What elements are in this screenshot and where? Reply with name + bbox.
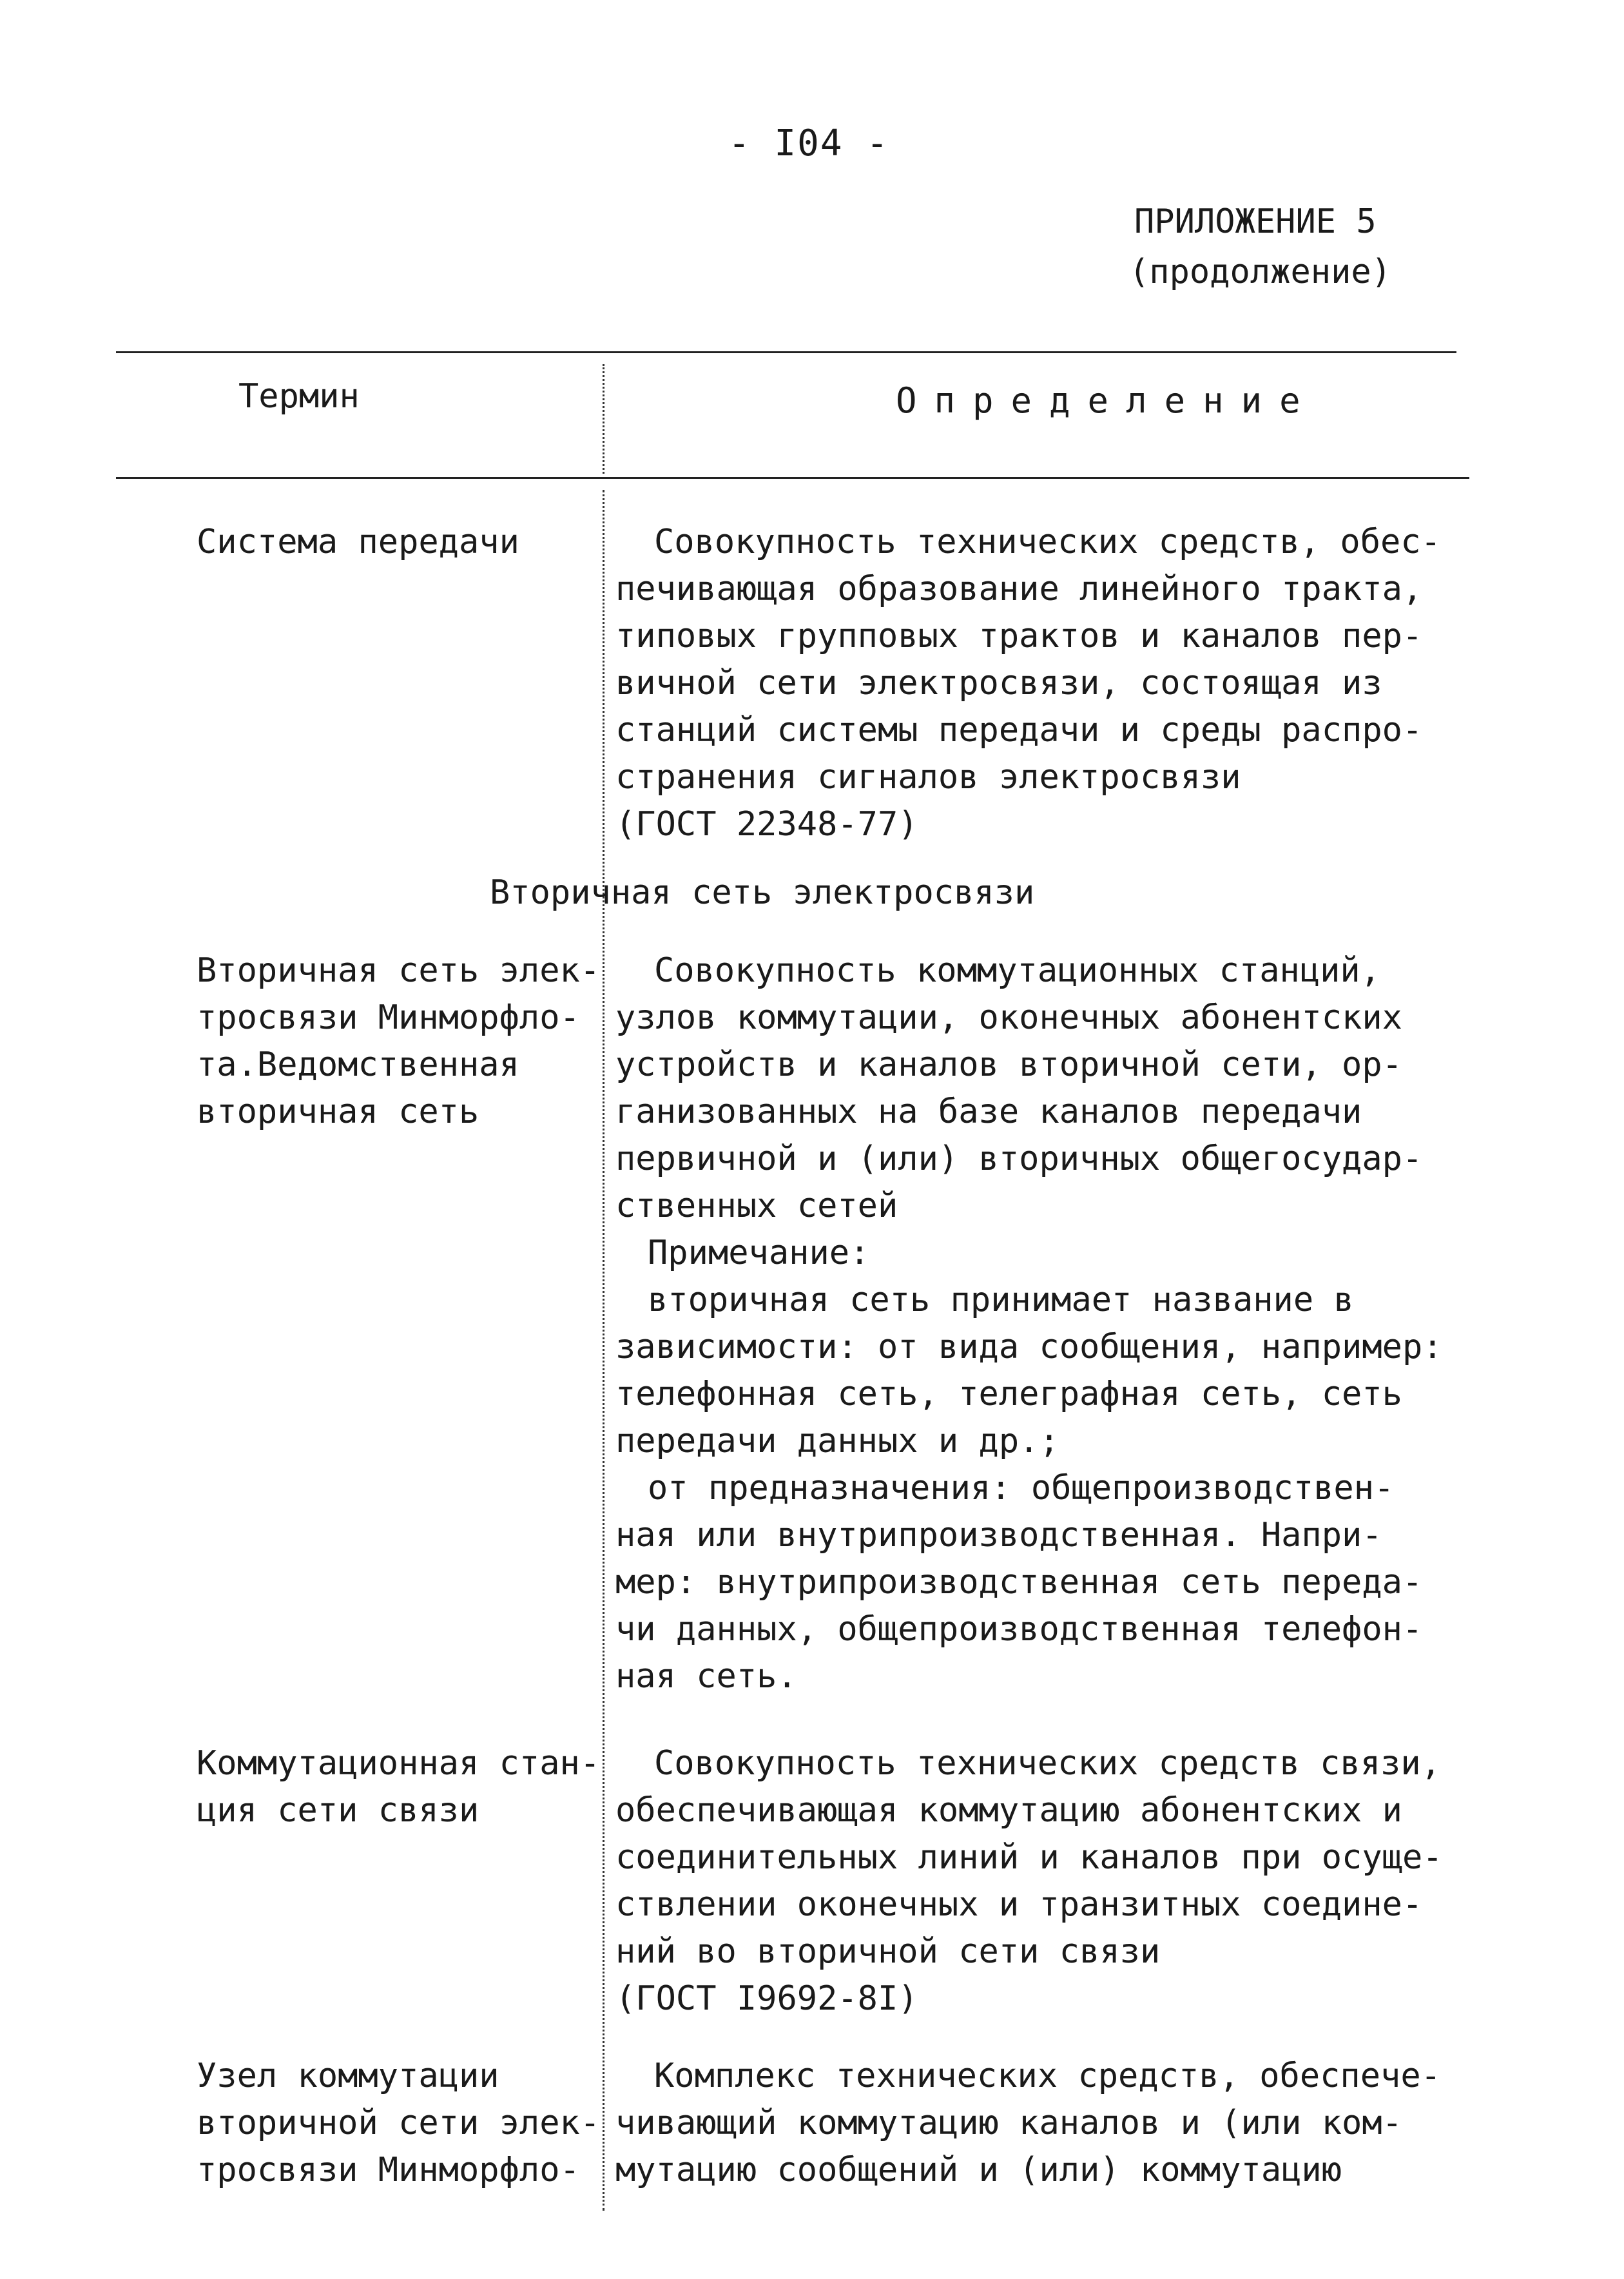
definition-cell [615,519,1453,848]
appendix-title: ПРИЛОЖЕНИЕ 5 [1134,202,1377,241]
definition-line: Совокупность технических средств, обес- [654,523,1441,561]
definition-line: первичной и (или) вторичных общегосудар- [615,1140,1423,1178]
term-cell [197,519,596,566]
definition-line: странения сигналов электросвязи [615,758,1241,797]
term-line: Узел коммутации [197,2057,499,2095]
column-separator [603,490,604,2211]
definition-line: станций системы передачи и среды распро- [615,711,1423,750]
definition-line: узлов коммутации, оконечных абонентских [615,998,1402,1037]
definition-line: вторичная сеть принимает название в [648,1281,1354,1319]
definition-line: Совокупность технических средств связи, [654,1744,1441,1783]
definition-line: типовых групповых трактов и каналов пер- [615,617,1423,655]
appendix-subtitle: (продолжение) [1129,253,1391,291]
definition-line: соединительных линий и каналов при осуще- [615,1838,1443,1877]
definition-line: (ГОСТ 22348-77) [615,805,918,844]
definition-line: обеспечивающая коммутацию абонентских и [615,1791,1402,1830]
definition-cell [615,947,1453,1700]
page-number: - I04 - [728,122,890,164]
definition-line: Примечание: [648,1234,870,1272]
term-line: вторичной сети элек- [197,2104,601,2142]
term-line: вторичная сеть [197,1092,479,1131]
definition-line: телефонная сеть, телеграфная сеть, сеть [615,1375,1402,1413]
definition-line: печивающая образование линейного тракта, [615,570,1423,608]
definition-cell [615,1740,1453,2022]
definition-line: зависимости: от вида сообщения, например: [615,1328,1443,1366]
definition-line: мутацию сообщений и (или) коммутацию [615,2151,1342,2189]
definition-line: ганизованных на базе каналов передачи [615,1092,1362,1131]
term-line: Система передачи [197,523,519,561]
term-line: тросвязи Минморфло- [197,998,580,1037]
definition-line: ная сеть. [615,1657,797,1696]
header-definition: Определение [896,380,1318,421]
definition-line: ний во вторичной сети связи [615,1932,1161,1971]
term-cell [197,1740,601,1834]
definition-line: ная или внутрипроизводственная. Напри- [615,1516,1382,1555]
term-cell [197,2053,601,2194]
term-line: ция сети связи [197,1791,479,1830]
term-line: та.Ведомственная [197,1045,519,1084]
appendix-label [1129,197,1391,297]
header-column-separator [603,364,604,474]
definition-line: вичной сети электросвязи, состоящая из [615,664,1382,703]
term-line: Вторичная сеть элек- [197,951,601,990]
table-top-rule [116,351,1456,353]
definition-cell [615,2053,1453,2194]
definition-line: устройств и каналов вторичной сети, ор- [615,1045,1402,1084]
definition-line: (ГОСТ I9692-8I) [615,1979,918,2018]
definition-line: ствлении оконечных и транзитных соедине- [615,1885,1423,1924]
section-heading: Вторичная сеть электросвязи [490,873,1035,912]
header-term: Термин [238,377,360,416]
definition-line: передачи данных и др.; [615,1422,1059,1460]
definition-line: мер: внутрипроизводственная сеть переда- [615,1563,1423,1602]
definition-line: ственных сетей [615,1187,898,1225]
definition-line: Комплекс технических средств, обеспече- [654,2057,1441,2095]
term-line: Коммутационная стан- [197,1744,601,1783]
definition-line: чи данных, общепроизводственная телефон- [615,1610,1423,1649]
table-header-bottom-rule [116,477,1469,479]
term-cell [197,947,601,1136]
definition-line: чивающий коммутацию каналов и (или ком- [615,2104,1402,2142]
definition-line: от предназначения: общепроизводствен- [648,1469,1395,1508]
term-line: тросвязи Минморфло- [197,2151,580,2189]
definition-line: Совокупность коммутационных станций, [654,951,1381,990]
